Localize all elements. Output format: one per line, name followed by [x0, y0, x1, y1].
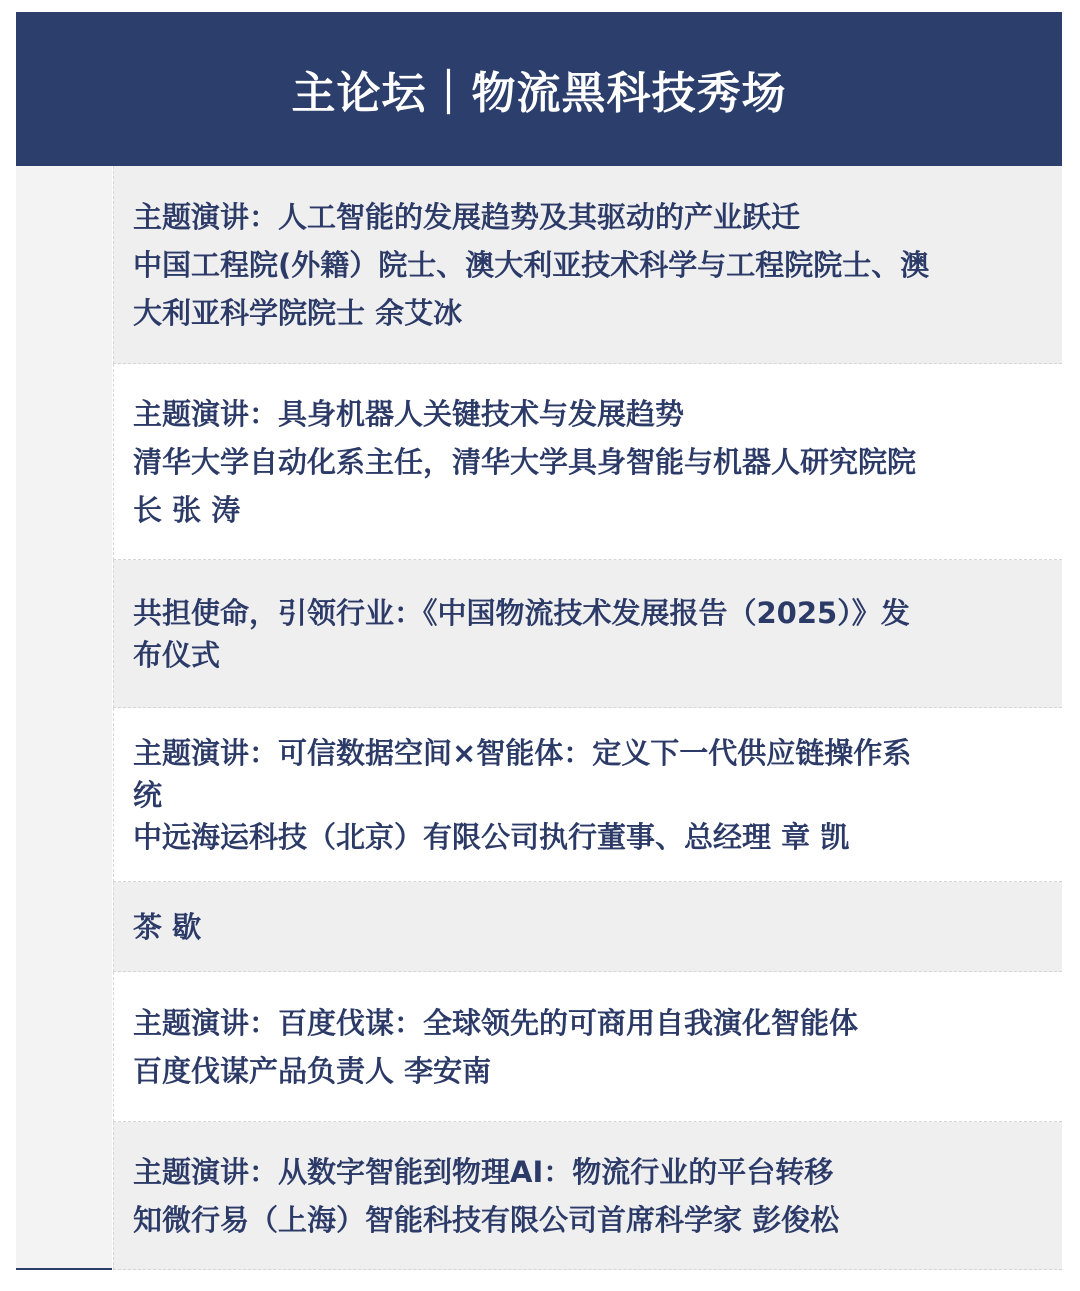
agenda-item-speaker-cont: 大利亚科学院院士 余艾冰 — [133, 295, 463, 330]
agenda-item-5 — [113, 972, 1062, 1122]
agenda-item-4 — [113, 708, 1062, 882]
agenda-item-speaker: 清华大学自动化系主任，清华大学具身智能与机器人研究院院 — [133, 444, 917, 479]
agenda-item-speaker: 知微行易（上海）智能科技有限公司首席科学家 彭俊松 — [133, 1202, 840, 1237]
agenda-item-1 — [113, 166, 1062, 364]
agenda-item-title-cont: 统 — [133, 777, 163, 812]
agenda-item-3 — [113, 560, 1062, 708]
agenda-item-title: 主题演讲：具身机器人关键技术与发展趋势 — [133, 396, 685, 431]
agenda-item-title: 主题演讲：可信数据空间×智能体：定义下一代供应链操作系 — [133, 735, 912, 770]
agenda-list — [113, 166, 1062, 1270]
agenda-item-title: 主题演讲：从数字智能到物理AI：物流行业的平台转移 — [133, 1154, 834, 1189]
agenda-item-title: 共担使命，引领行业：《中国物流技术发展报告（2025）》发 — [133, 595, 910, 630]
left-column-bottom-rule — [16, 1268, 112, 1270]
forum-title: 主论坛｜物流黑科技秀场 — [291, 68, 787, 119]
agenda-item-speaker: 中国工程院(外籍）院士、澳大利亚技术科学与工程院院士、澳 — [133, 247, 930, 282]
forum-header — [16, 12, 1062, 166]
agenda-item-break — [113, 882, 1062, 972]
agenda-item-title: 茶 歇 — [133, 909, 202, 944]
agenda-item-title: 主题演讲：百度伐谋：全球领先的可商用自我演化智能体 — [133, 1005, 859, 1040]
agenda-item-6 — [113, 1122, 1062, 1270]
agenda-item-2 — [113, 364, 1062, 560]
agenda-item-speaker-cont: 长 张 涛 — [133, 492, 241, 527]
agenda-item-speaker: 百度伐谋产品负责人 李安南 — [133, 1053, 492, 1088]
agenda-item-title: 主题演讲：人工智能的发展趋势及其驱动的产业跃迁 — [133, 199, 801, 234]
left-margin-column — [16, 166, 112, 1270]
agenda-item-speaker: 中远海运科技（北京）有限公司执行董事、总经理 章 凯 — [133, 819, 850, 854]
agenda-item-title-cont: 布仪式 — [133, 637, 221, 672]
